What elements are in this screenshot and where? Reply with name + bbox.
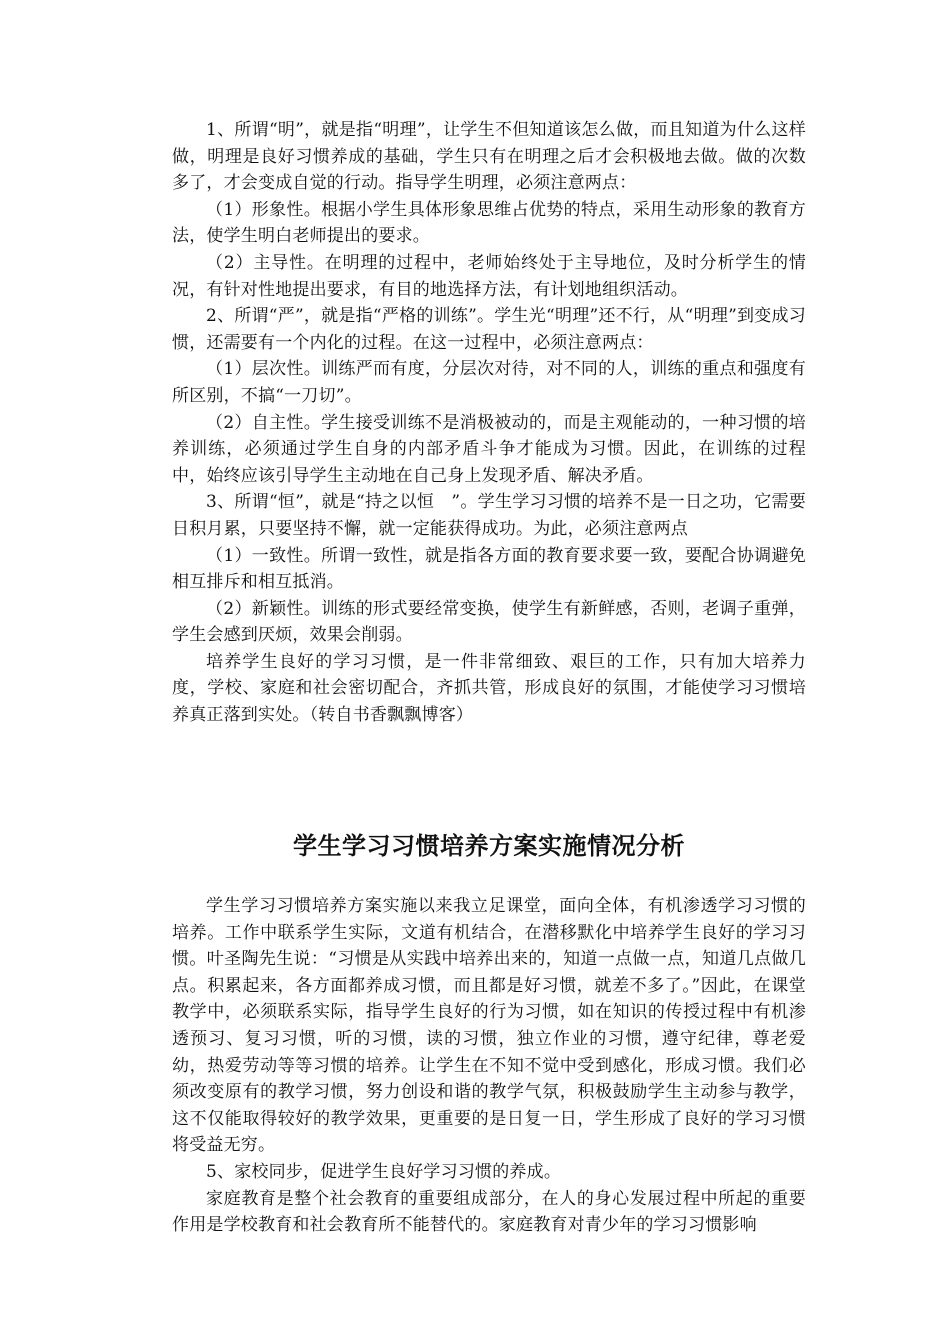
section-2-body	[172, 893, 806, 1239]
paragraph: 培养学生良好的学习习惯，是一件非常细致、艰巨的工作，只有加大培养力度，学校、家庭和社会密切配合，齐抓共管，形成良好的氛围，才能使学习习惯培养真正落到实处。（转自书香飘飘博客）	[172, 651, 806, 726]
section-1-body	[172, 117, 806, 729]
paragraph: 学生学习习惯培养方案实施以来我立足课堂，面向全体，有机渗透学习习惯的培养。工作中联系学生实际，文道有机结合，在潜移默化中培养学生良好的学习习惯。叶圣陶先生说：“习惯是从实践中培养出来的，知道一点做一点，知道几点做几点。积累起来，各方面都养成习惯，而且都是好习惯，就差不多了。”因此，在课堂教学中，必须联系实际，指导学生良好的行为习惯，如在知识的传授过程中有机渗透预习、复习习惯，听的习惯，读的习惯，独立作业的习惯，遵守纪律，尊老爱幼，热爱劳动等等习惯的培养。让学生在不知不觉中受到感化，形成习惯。我们必须改变原有的教学习惯，努力创设和谐的教学气氛，积极鼓励学生主动参与教学，这不仅能取得较好的教学效果，更重要的是日复一日，学生形成了良好的学习习惯将受益无穷。	[172, 896, 806, 1156]
paragraph: （2）主导性。在明理的过程中，老师始终处于主导地位，及时分析学生的情况，有针对性地提出要求，有目的地选择方法，有计划地组织活动。	[172, 252, 806, 300]
section-2-title: 学生学习习惯培养方案实施情况分析	[293, 832, 685, 860]
paragraph: 3、所谓“恒”，就是“持之以恒 ”。学生学习习惯的培养不是一日之功，它需要日积月累，只要坚持不懈，就一定能获得成功。为此，必须注意两点	[172, 492, 806, 539]
paragraph: 2、所谓“严”，就是指“严格的训练”。学生光“明理”还不行，从“明理”到变成习惯，还需要有一个内化的过程。在这一过程中，必须注意两点：	[172, 306, 806, 353]
paragraph: 家庭教育是整个社会教育的重要组成部分，在人的身心发展过程中所起的重要作用是学校教育和社会教育所不能替代的。家庭教育对青少年的学习习惯影响	[172, 1188, 806, 1236]
paragraph: 5、家校同步，促进学生良好学习习惯的养成。	[206, 1161, 562, 1182]
paragraph: （1）一致性。所谓一致性，就是指各方面的教育要求要一致，要配合协调避免相互排斥和相互抵消。	[172, 545, 806, 593]
paragraph: （2）新颖性。训练的形式要经常变换，使学生有新鲜感，否则，老调子重弹，学生会感到厌烦，效果会削弱。	[172, 598, 806, 646]
paragraph: （1）层次性。训练严而有度，分层次对待，对不同的人，训练的重点和强度有所区别，不搞“一刀切”。	[172, 359, 806, 406]
paragraph: （2）自主性。学生接受训练不是消极被动的，而是主观能动的，一种习惯的培养训练，必须通过学生自身的内部矛盾斗争才能成为习惯。因此，在训练的过程中，始终应该引导学生主动地在自己身上发现矛盾、解决矛盾。	[172, 412, 806, 486]
paragraph: （1）形象性。根据小学生具体形象思维占优势的特点，采用生动形象的教育方法，使学生明白老师提出的要求。	[172, 199, 806, 247]
paragraph: 1、所谓“明”，就是指“明理”，让学生不但知道该怎么做，而且知道为什么这样做，明理是良好习惯养成的基础，学生只有在明理之后才会积极地去做。做的次数多了，才会变成自觉的行动。指导学生明理，必须注意两点：	[172, 120, 806, 194]
